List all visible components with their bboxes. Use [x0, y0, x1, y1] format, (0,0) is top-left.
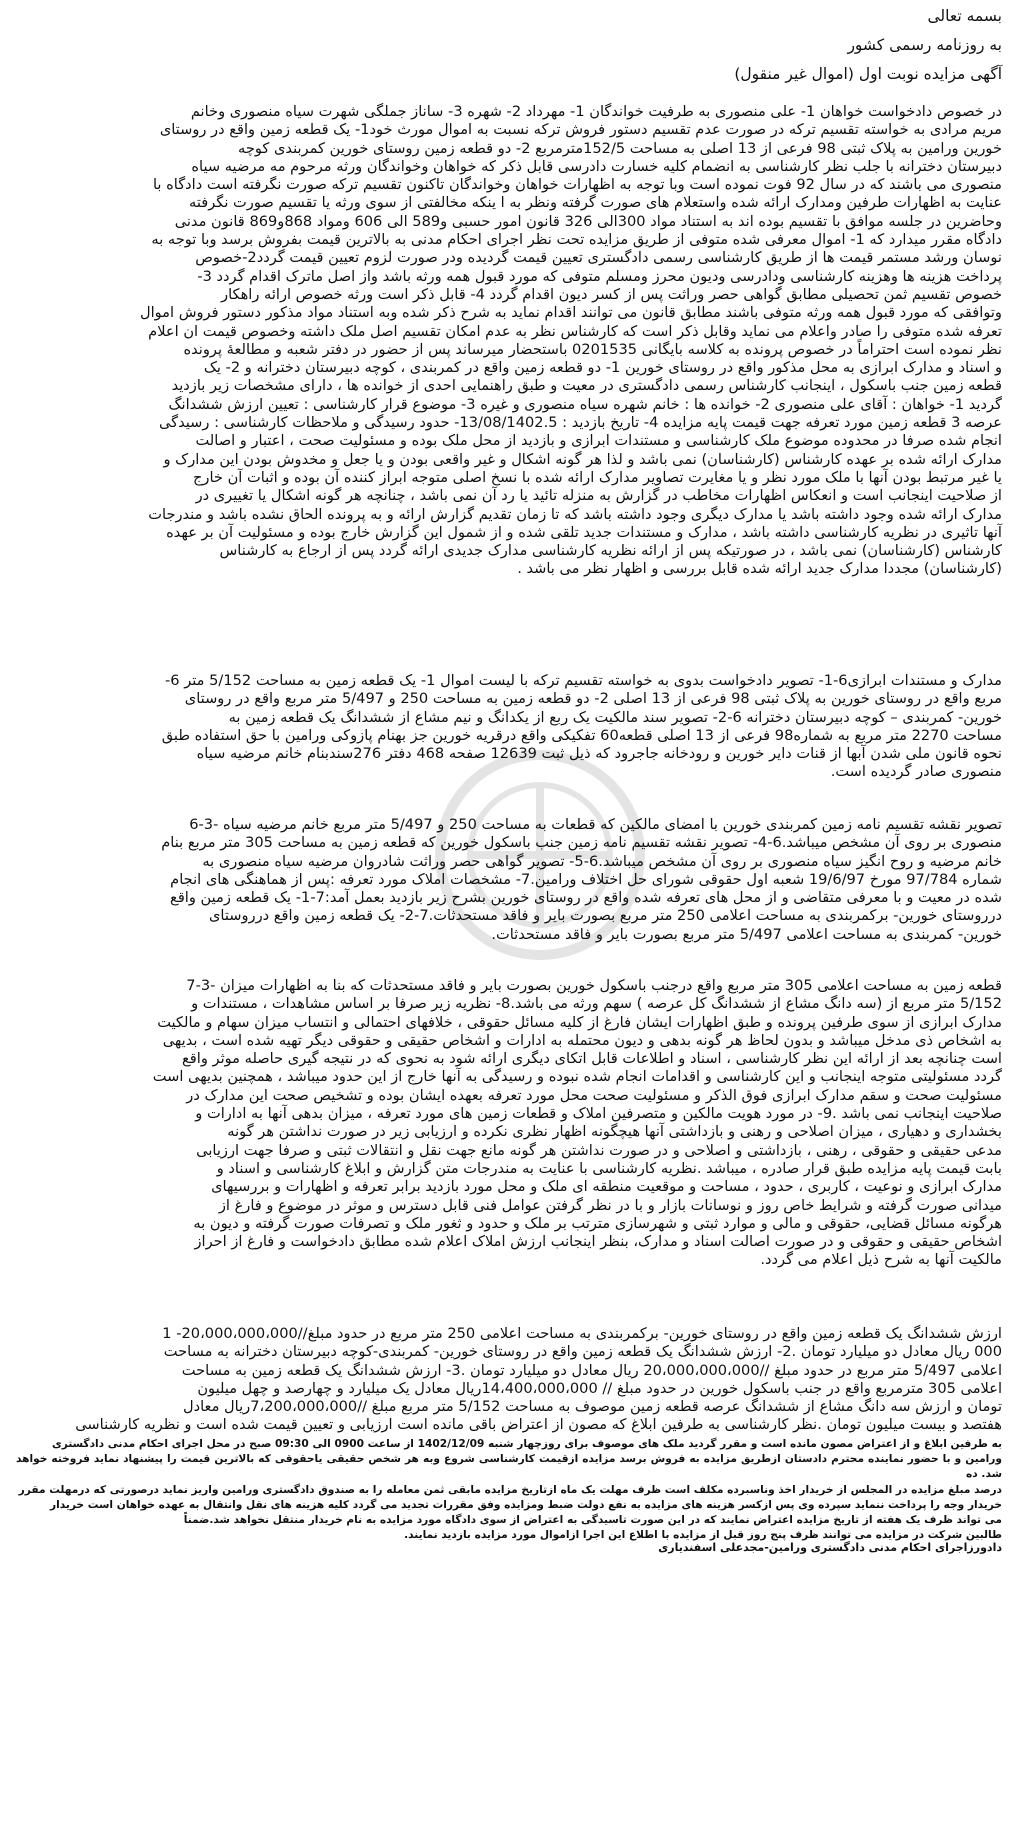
notice-paragraph-3: تصویر نقشه تقسیم نامه زمین کمربندی خورین با امضای مالکین که قطعات به مساحت 250 و 5/497 متر مربع خانم مرضیه سیاه -3-6 منصوری بر روی آن مشخص میباشد.6-4- تصویر نقشه تقسیم نامه زمین جنب باسکول خورین که قطعه زمین به مساحت 305 متر مربع بنام خانم مرضیه و روح انگیز سیاه منصوری بر روی آن مشخص میباشد.6-5- تصویر گواهی حصر وراثت شادروان مرضیه سیاه منصوری به شماره 97/784 مورخ 19/6/97 شعبه اول حقوقی شورای حل اختلاف ورامین.7- مشخصات املاک مورد تعرفه :پس از هماهنگی های انجام شده در معیت و با معرفی متقاضی و از محل های تعرفه شده واقع در روستای خورین بشرح زیر بازدید بعمل آمد:7-1- یک قطعه زمین واقع درروستای خورین- برکمربندی به مساحت اعلامی 250 متر مربع بصورت بایر و فاقد مستحدثات.7-2- یک قطعه زمین واقع درروستای خورین- کمربندی به مساحت اعلامی 5/497 متر مربع بصورت بایر و فاقد مستحدثات. — [161, 816, 1002, 943]
notice-paragraph-2: مدارک و مستندات ابرازی6-1- تصویر دادخواست بدوی به خواسته تقسیم ترکه با لیست اموال 1- یک قطعه زمین به مساحت 5/152 متر 6- مربع واقع در روستای خورین به پلاک ثبتی 98 فرعی از 13 اصلی 2- دو قطعه زمین به مساحت 250 و 5/497 متر مربع واقع در روستای خورین- کمربندی – کوچه دبیرستان دخترانه 6-2- تصویر سند مالکیت یک ربع از یکدانگ و نیم مشاع از ششدانگ یک قطعه زمین به مساحت 2270 متر مربع به شماره98 فرعی از 13 اصلی قطعه60 تفکیکی واقع درقریه خورین جز بهنام پازوکی ورامین با حق استفاده طبق نحوه قانون ملی شدن آبها از قنات دایر خورین و رودخانه جاجرود که ذیل ثبت 12639 صفحه 468 دفتر 276سندبنام خانم مرضیه سیاه منصوری صادر گردیده است. — [161, 672, 1002, 781]
notice-title: آگهی مزایده نوبت اول (اموال غیر منقول) — [734, 65, 1002, 83]
header-bismillah: بسمه تعالی — [927, 7, 1002, 25]
notice-paragraph-1: در خصوص دادخواست خواهان 1- علی منصوری به طرفیت خواندگان 1- مهرداد 2- شهره 3- ساناز جملگی شهرت سیاه منصوری وخانم مریم مرادی به خواسته تقسیم ترکه در صورت عدم تقسیم دستور فروش ترکه نسبت به اموال مورث خود1- یک قطعه زمین واقع در روستای خورین ورامین به پلاک ثبتی 98 فرعی از 13 اصلی به مساحت 152/5مترمربع 2- دو قطعه زمین روستای خورین کمربندی کوچه دبیرستان دخترانه با جلب نظر کارشناسی به انضمام کلیه خسارت دادرسی قابل ذکر که خواهان وخواندگان ورثه مرحوم مه مرضیه سیاه منصوری می باشند که در سال 92 فوت نموده است وبا توجه به اظهارات خواهان وخواندگان تاکنون تقسیم ترکه صورت نگرفته است دادگاه با عنایت به اظهارات طرفین ومدارک ارائه شده واستعلام های صورت گرفته ونظر به ا ینکه مخالفتی از سوی ورثه یا تقسیم صورت نگرفته وحاضرین در جلسه موافق با تقسیم بوده اند به استناد مواد 300الی 326 قانون امور حسبی و589 الی 606 ومواد 868و869 قانون مدنی دادگاه مقرر میدارد که 1- اموال معرفی شده متوفی از طریق مزایده تحت نظر اجرای احکام مدنی به بالاترین قیمت بفروش برسد وبا توجه به نوسان ورشد مستمر قیمت ها از طریق کارشناسی رسمی دادگستری تعیین قیمت گردیده ودر صورت لزوم تعیین قیمت گردد2-خصوص پرداخت هزینه ها وهزینه کارشناسی ودادرسی ودیون محرز ومسلم متوفی که مورد قبول همه ورثه باشد واز اصل ماترک اقدام گردد 3- خصوص تقسیم ثمن تحصیلی مطابق گواهی حصر وراثت پس از کسر دیون اقدام گردد 4- قابل ذکر است ورثه خصوص ارائه راهکار وتوافقی که مورد قبول همه ورثه متوفی باشند مطابق قانون می توانند اقدام نماید به شرح ذکر شده وبه استناد مواد مذکور دستور فروش اموال تعرفه شده متوفی را صادر واعلام می نماید وقابل ذکر است که کارشناس نظر به عدم امکان تقسیم اصل ملک داشته وخصوص قیمت ان اعلام نظر نموده است احتراماً در خصوص پرونده به کلاسه بایگانی 0201535 باستحضار میرساند پس از حضور در دفتر شعبه و مطالعهٔ پرونده و اسناد و مدارک ابرازی به محل مذکور واقع در روستای خورین 1- دو قطعه زمین واقع در کمربندی ، کوچه دبیرستان دخترانه و 2- یک قطعه زمین جنب باسکول ، اینجانب کارشناس رسمی دادگستری در معیت و طبق راهنمایی احدی از خوانده ها ، دارای مشخصات زیر بازدید گردید 1- خواهان : آقای علی منصوری 2- خوانده ها : خانم شهره سیاه منصوری و غیره 3- موضوع قرار کارشناسی : تعیین ارزش ششدانگ عرصه 3 قطعه زمین مورد تعرفه جهت قیمت پایه مزایده 4- تاریخ بازدید : 13/08/1402.5- حدود رسیدگی و ملاحظات کارشناسی : رسیدگی انجام شده صرفا در محدوده موضوع ملک کارشناسی و مستندات ابرازی و بازدید از محل ملک بوده و مسئولیت صحت ، اعتبار و اصالت مدارک ارائه شده بر عهده کارشناس (کارشناسان) نمی باشد و لذا هر گونه اشکال و غیر واقعی بودن و یا جعل و مخدوش بودن این مدارک و یا غیر مرتبط بودن آنها با ملک مورد نظر و یا مغایرت تصاویر مدارک ارائه شده با نسخ اصلی متوجه ابراز کننده آن بوده و اثبات آن خارج از صلاحیت اینجانب است و انعکاس اظهارات مخاطب در گزارش به منزله تائید یا رد آن نمی باشد ، چنانچه هر گونه اشکال یا تغییری در مدارک ارائه شده وجود داشته باشد یا مدارک دیگری وجود داشته باشد که تا زمان تقدیم گزارش ارائه و به پرونده الحاق نشده باشد و مندرجات آنها تاثیری در نظریه کارشناسی داشته باشد ، مدارک و مستندات جدید تلقی شده و از شمول این گزارش خارج بوده و مسئولیت آن بر عهده کارشناس (کارشناسان) نمی باشد ، در صورتیکه پس از ارائه نظریه کارشناسی مدارک جدیدی ارائه گردد پس از ارجاع به کارشناس (کارشناسان) مجددا مدارک جدید ارائه شده قابل بررسی و اظهار نظر می باشد . — [139, 103, 1002, 578]
signature-line: دادورزاجرای احکام مدنی دادگستری ورامین-مجدعلی اسفندیاری — [658, 1541, 1002, 1554]
notice-paragraph-4: قطعه زمین به مساحت اعلامی 305 متر مربع واقع درجنب باسکول خورین بصورت بایر و فاقد مستحدثات که بنا به اظهارات میزان -3-7 5/152 متر مربع از (سه دانگ مشاع از ششدانگ کل عرصه ) سهم ورثه می باشد.8- نظریه زیر صرفا بر اساس مشاهدات ، مستندات و مدارک ابرازی از سوی طرفین پرونده و طبق اظهارات ایشان فارغ از کلیه مسائل حقوقی ، خلافهای احتمالی و انتساب میزان سهام و مالکیت به اشخاص ذی مدخل میباشد و بدون لحاظ هر گونه بدهی و دیون محتمله به ادارات و اشخاص حقیقی و حقوقی دیگر تهیه شده است ، بدیهی است چنانچه بعد از ارائه این نظر کارشناسی ، اسناد و اطلاعات قابل اتکای دیگری ارائه شود به نحوی که در نتیجه گیری حاصله موثر واقع گردد مسئولیتی متوجه اینجانب و این کارشناسی و اقدامات انجام شده نبوده و رسیدگی به آنها خارج از این حدود میباشد ، همچنین بدیهی است مسئولیت صحت و سقم مدارک ابرازی فوق الذکر و مسئولیت صحت محل مورد تعرفه بعهده ایشان بوده و تشخیص صحت این مدارک در صلاحیت اینجانب نمی باشد .9- در مورد هویت مالکین و متصرفین املاک و قطعات زمین های مورد تعرفه ، میزان بدهی آنها به ادارات و بخشداری و دهیاری ، میزان اصلاحی و رهنی و بازداشتی آنها هیچگونه اظهار نظری نکرده و ارزیابی زیر در صورت نداشتن هر گونه مدعی حقیقی و حقوقی ، رهنی ، بازداشتی و اصلاحی و در صورت نداشتن هر گونه مانع جهت نقل و انتقالات ثبتی و صرفا جهت ارزیابی بابت قیمت پایه مزایده طبق قرار صادره ، میباشد .نظریه کارشناسی با عنایت به مندرجات متن گزارش و ابلاغ کارشناسی و اسناد و مدارک ابرازی و نوعیت ، کاربری ، حدود ، مساحت و موقعیت منطقه ای ملک و محل مورد بازدید برابر تعرفه و اظهارات و بررسیهای میدانی صورت گرفته و شرایط خاص روز و نوسانات بازار و با در نظر گرفتن عوامل فنی قابل دسترس و موثر در موضوع و فارغ از هرگونه مسائل قضایی، حقوقی و مالی و موارد ثبتی و شهرسازی مترتب بر ملک و حدود و ثغور ملک و تصرفات صورت گرفته و دیون به اشخاص حقیقی و حقوقی و در صورت اصالت اسناد و مدارک، بنظر اینجانب ارزش املاک اعلام شده مطابق دادخواست و فارغ از احراز مالکیت آنها به شرح ذیل اعلام می گردد. — [152, 977, 1002, 1269]
header-newspaper: به روزنامه رسمی کشور — [847, 36, 1002, 54]
auction-terms-text: به طرفین ابلاغ و از اعتراض مصون مانده است و مقرر گردید ملک های موصوف برای روزچهار شنبه 1402/12/09 از ساعت 0900 الی 09:30 صبح در محل اجرای احکام مدنی دادگستری ورامین و با حضور نماینده محترم دادستان ازطریق مزایده به فروش برسد مزایده ازقیمت کارشناسی شروع وبه هر شخص حقیقی یاحقوقی که بالاترین قیمت را پیشنهاد نماید فروخته خواهد شد. ده درصد مبلغ مزایده در المجلس از خریدار اخذ وناسبرده مکلف است ظرف مهلت یک ماه ازتاریخ مزایده مابقی ثمن معامله را به صندوق دادگستری ورامین واریز نماید درصورتی که درمهلت مقرر خریدار وجه را پرداخت ننماید سپرده وی پس ازکسر هزینه های مزایده به نفع دولت ضبط ومزایده وفق مقررات تجدید می گردد کلیه هزینه های نقل وانتقال به عهده خواهان است خریدار می تواند ظرف یک هفته از تاریخ مزایده اعتراض نمایند که در این صورت تاسیدگی به اعتراض از سوی دادگاه مورد مزایده به نام خریدار منتقل نخواهد شد.ضمناً طالبین شرکت در مزایده می توانند ظرف پنج روز قبل از مزایده با اطلاع این اجرا ازاموال مورد مزایده بازدید نمایند. — [16, 1438, 1002, 1542]
valuation-paragraph: ارزش ششدانگ یک قطعه زمین واقع در روستای خورین- برکمربندی به مساحت اعلامی 250 متر مربع در حدود مبلغ//20،000،000،000- 1 000 ریال معادل دو میلیارد تومان .2- ارزش ششدانگ یک قطعه زمین واقع در روستای خورین- کمربندی-کوچه دبیرستان دخترانه به مساحت اعلامی 5/497 متر مربع در حدود مبلغ //20،000،000،000 ریال معادل دو میلیارد تومان .3- ارزش ششدانگ یک قطعه زمین به مساحت اعلامی 305 مترمربع واقع در جنب باسکول خورین در حدود مبلغ // 14،400،000،000ریال معادل یک میلیارد و چهارصد و چهل میلیون تومان و ارزش سه دانگ مشاع از ششدانگ عرصه قطعه زمین موصوف به مساحت 5/152 متر مربع مبلغ //7،200،000،000ریال معادل هفتصد و بیست میلیون تومان .نظر کارشناسی به طرفین ابلاغ که مصون از اعتراض باقی مانده است ارزیابی و تعیین قیمت شده است و نظریه کارشناسی — [75, 1325, 1002, 1434]
